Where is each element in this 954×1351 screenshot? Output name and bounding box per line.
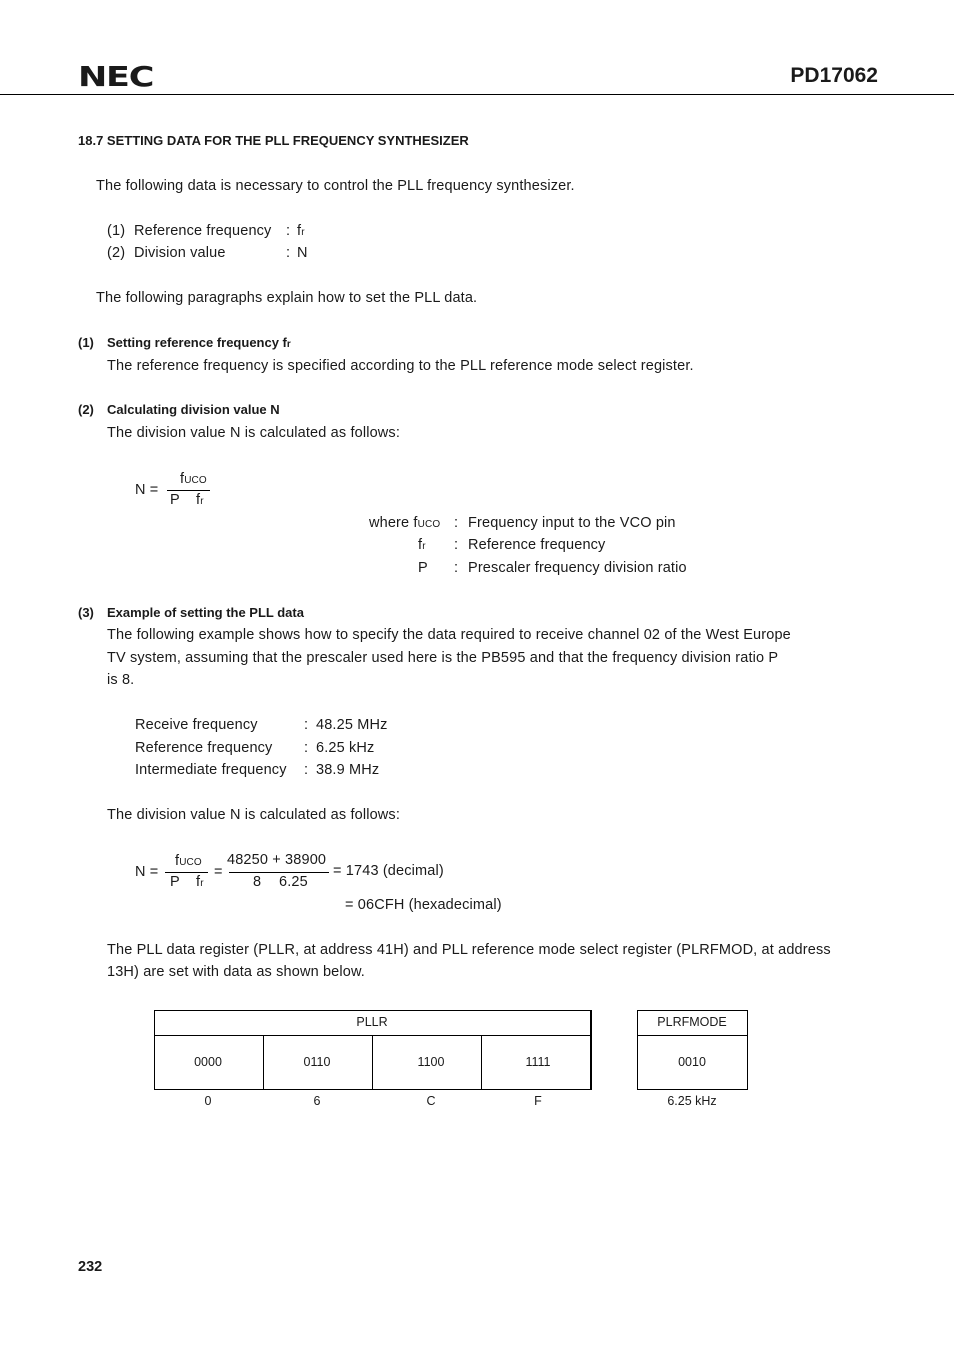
plrfmode-title-rule bbox=[637, 1035, 748, 1036]
calc-eq: = bbox=[214, 864, 223, 880]
sub1-body: The reference frequency is specified according to the PLL reference mode select register. bbox=[107, 358, 694, 374]
fr-sub: r bbox=[200, 496, 204, 507]
calc-intro: The division value N is calculated as follows: bbox=[107, 807, 401, 823]
where-sep: : bbox=[454, 515, 459, 531]
sub1-heading-text: Setting reference frequency f bbox=[107, 335, 287, 350]
formula-lhs: N = bbox=[135, 482, 159, 498]
where-pre: P bbox=[418, 560, 428, 576]
fr-f: f bbox=[196, 492, 201, 508]
sub2-num: (2) bbox=[78, 402, 94, 417]
nec-logo: NEC bbox=[78, 60, 154, 93]
pllr-hex: C bbox=[426, 1094, 436, 1108]
pllr-divider bbox=[372, 1035, 373, 1090]
section-title: 18.7 SETTING DATA FOR THE PLL FREQUENCY SYNTHESIZER bbox=[78, 133, 469, 148]
pllr-cell: 1100 bbox=[417, 1055, 445, 1069]
param-sep: : bbox=[304, 717, 309, 733]
reg-text-line: The PLL data register (PLLR, at address 41H) and PLL reference mode select register (PLRFMOD, at address bbox=[107, 942, 831, 958]
param-value: 6.25 kHz bbox=[316, 740, 375, 756]
header-rule bbox=[0, 94, 954, 95]
calc-fuco-sub: UCO bbox=[179, 857, 202, 868]
plrfmode-cell: 0010 bbox=[678, 1055, 706, 1069]
reg-text-line: 13H) are set with data as shown below. bbox=[107, 964, 365, 980]
fuco-f: f bbox=[180, 471, 185, 487]
calc-den-b: 6.25 bbox=[279, 874, 308, 890]
pllr-hex: 0 bbox=[204, 1094, 212, 1108]
pllr-divider bbox=[481, 1035, 482, 1090]
where-desc: Reference frequency bbox=[468, 537, 606, 553]
param-sep: : bbox=[304, 740, 309, 756]
formula-numerator bbox=[180, 471, 207, 487]
calc-fr-f: f bbox=[196, 874, 201, 890]
where-desc: Prescaler frequency division ratio bbox=[468, 560, 687, 576]
list-label: Reference frequency bbox=[134, 223, 272, 239]
sub3-body-line: The following example shows how to specify the data required to receive channel 02 of the West Europe bbox=[107, 627, 791, 643]
sub1-heading bbox=[107, 335, 291, 350]
pllr-hex: 6 bbox=[313, 1094, 321, 1108]
calc-den-a: 8 bbox=[253, 874, 262, 890]
sub2-heading: Calculating division value N bbox=[107, 402, 280, 417]
page-number: 232 bbox=[78, 1259, 103, 1275]
sub1-num: (1) bbox=[78, 335, 94, 350]
param-value: 48.25 MHz bbox=[316, 717, 388, 733]
where-sep: : bbox=[454, 537, 459, 553]
where-pre bbox=[369, 515, 440, 531]
where-pre-sub: r bbox=[422, 541, 426, 552]
symbol-f: f bbox=[297, 223, 302, 239]
param-label: Receive frequency bbox=[135, 717, 258, 733]
sub1-heading-sub: r bbox=[286, 339, 291, 350]
pllr-cell: 1111 bbox=[525, 1055, 551, 1069]
calc-result-hex: = 06CFH (hexadecimal) bbox=[345, 897, 502, 913]
calc-fr bbox=[196, 874, 204, 890]
param-sep: : bbox=[304, 762, 309, 778]
list-sep: : bbox=[286, 223, 291, 239]
pllr-cell: 0110 bbox=[303, 1055, 331, 1069]
list-num: (1) bbox=[107, 223, 126, 239]
fuco-sub: UCO bbox=[184, 475, 207, 486]
sub2-body: The division value N is calculated as follows: bbox=[107, 425, 401, 441]
symbol-sub: r bbox=[301, 227, 305, 238]
where-pre-text: where f bbox=[369, 515, 418, 531]
calc-fuco-f: f bbox=[175, 853, 180, 869]
fraction-bar bbox=[167, 490, 210, 491]
plrfmode-note: 6.25 kHz bbox=[667, 1094, 717, 1108]
where-desc: Frequency input to the VCO pin bbox=[468, 515, 676, 531]
explain-text: The following paragraphs explain how to set the PLL data. bbox=[96, 290, 478, 306]
sub3-body-line: is 8. bbox=[107, 672, 135, 688]
sub3-body-line: TV system, assuming that the prescaler used here is the PB595 and that the frequency division ratio P bbox=[107, 650, 779, 666]
pllr-divider bbox=[263, 1035, 264, 1090]
pllr-title-rule bbox=[154, 1035, 592, 1036]
plrfmode-title: PLRFMODE bbox=[657, 1015, 727, 1029]
sub3-heading: Example of setting the PLL data bbox=[107, 605, 304, 620]
calc-num: 48250 + 38900 bbox=[227, 852, 327, 868]
where-sep: : bbox=[454, 560, 459, 576]
param-label: Reference frequency bbox=[135, 740, 273, 756]
intro-text: The following data is necessary to control the PLL frequency synthesizer. bbox=[96, 178, 575, 194]
where-pre-sub: UCO bbox=[417, 519, 441, 530]
list-symbol: N bbox=[297, 245, 308, 261]
pllr-divider bbox=[590, 1010, 591, 1090]
where-pre-text: f bbox=[418, 537, 423, 553]
param-label: Intermediate frequency bbox=[135, 762, 287, 778]
list-sep: : bbox=[286, 245, 291, 261]
part-number: PD17062 bbox=[790, 64, 878, 87]
calc-lhs: N = bbox=[135, 864, 159, 880]
fraction-bar bbox=[229, 872, 329, 873]
list-symbol bbox=[297, 223, 305, 239]
sub3-num: (3) bbox=[78, 605, 94, 620]
list-label: Division value bbox=[134, 245, 226, 261]
formula-den-p: P bbox=[170, 492, 180, 508]
calc-result-decimal: = 1743 (decimal) bbox=[333, 863, 444, 879]
param-value: 38.9 MHz bbox=[316, 762, 380, 778]
pllr-cell: 0000 bbox=[194, 1055, 222, 1069]
formula-den-f bbox=[196, 492, 204, 508]
calc-p: P bbox=[170, 874, 180, 890]
pllr-hex: F bbox=[534, 1094, 542, 1108]
list-num: (2) bbox=[107, 245, 126, 261]
calc-fr-sub: r bbox=[200, 878, 204, 889]
calc-fuco bbox=[175, 853, 202, 869]
fraction-bar bbox=[165, 872, 208, 873]
pllr-title: PLLR bbox=[356, 1015, 388, 1029]
where-pre bbox=[418, 537, 426, 553]
